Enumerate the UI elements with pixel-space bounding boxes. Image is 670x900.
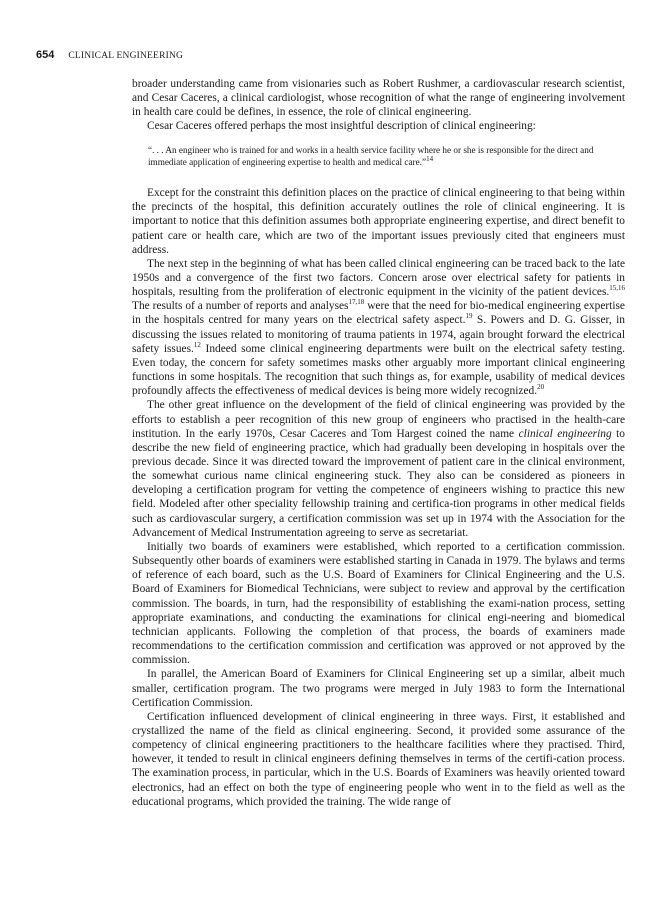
citation: 12 <box>193 340 201 349</box>
running-title: CLINICAL ENGINEERING <box>68 51 184 61</box>
paragraph-definition-constraint: Except for the constraint this definition places on the practice of clinical engineering to that being within the precincts of the hospital, this definition accurately outlines the role of clinical engineering. It is important to notice that this definition assumes both appropriate engineering expertise, and direct benefit to patient care or health care, which are two of the important issues previously cited that engineers must address. <box>132 187 625 256</box>
quote-text: “. . . An engineer who is trained for and works in a health service facility where he or she is responsible for the direct and immediate application of engineering expertise to health and medical care.” <box>148 144 594 167</box>
citation: 19 <box>465 312 473 321</box>
paragraph-peer-recognition: The other great influence on the development of the field of clinical engineering was provided by the efforts to establish a peer recognition of this new group of engineers who practised in the health-care institution. In the early 1970s, Cesar Caceres and Tom Hargest coined the name clinical engineering to describe the new field of engineering practice, which had gradually been developing in hospitals over the previous decade. Since it was directed toward the improvement of patient care in the clinical environment, the somewhat curious name clinical engineering stuck. They also can be considered as pioneers in developing a certification program for vetting the competence of engineers wishing to practice this new field. Modeled after other speciality fellowship training and certifica-tion programs in other medical fields such as cardiovascular surgery, a certification commission was set up in 1974 with the Association for the Advancement of Medical Instrumentation agreeing to serve as secretariat. <box>132 399 625 539</box>
paragraph-caceres-intro: Cesar Caceres offered perhaps the most insightful description of clinical engineering: <box>147 120 536 133</box>
paragraph-continuation: broader understanding came from visionaries such as Robert Rushmer, a cardiovascular research scientist, and Cesar Caceres, a clinical cardiologist, whose recognition of what the range of engineering involvement in health care could be defines, in essence, the role of clinical engineering. <box>132 78 625 119</box>
paragraph-electrical-safety: The next step in the beginning of what has been called clinical engineering can be traced back to the late 1950s and a convergence of the first two factors. Concern arose over electrical safety for patients in hospitals, resulting from the proliferation of electronic equipment in the vicinity of the patient devices.$^{15,16}$ The results of a number of reports and analyses$^{17,18}$ were that the need for bio-medical engineering expertise in the hospitals centred for many years on the electrical safety aspect.$^{19}$ S. Powers and D. G. Gisser, in discussing the issues related to monitoring of trauma patients in 1974, again brought forward the electrical safety issues.$^{12}$ Indeed some clinical engineering departments were built on the electrical safety testing. Even today, the concern for safety sometimes masks other arguably more important clinical engineering functions in some hospitals. The recognition that such things as, for example, usability of medical devices profoundly affects the effectiveness of medical devices is being more widely recognized.$^{20}$ <box>132 257 626 398</box>
paragraph-american-board: In parallel, the American Board of Examiners for Clinical Engineering set up a similar, albeit much smaller, certification program. The two programs were merged in July 1983 to form the International Certification Commission. <box>132 668 625 709</box>
citation: 15,16 <box>609 284 625 293</box>
citation: 20 <box>537 383 545 392</box>
quote-reference: 14 <box>426 154 434 163</box>
page-number: 654 <box>36 49 55 61</box>
paragraph-boards-of-examiners: Initially two boards of examiners were established, which reported to a certification commission. Subsequently other boards of examiners were established starting in Canada in 1979. The bylaws and terms of reference of each board, such as the U.S. Board of Examiners for Clinical Engineering and the U.S. Board of Examiners for Biomedical Technicians, were subject to review and approval by the certification commission. The boards, in turn, had the responsibility of establishing the exami-nation process, setting appropriate examinations, and conducting the examinations for clinical engi-neering and biomedical technician applicants. Following the completion of that process, the boards of examiners made recommendations to the certification commission and certification was approved or not approved by the commission. <box>132 540 625 667</box>
article-body <box>132 77 625 809</box>
running-header <box>36 47 183 61</box>
block-quote <box>148 144 625 168</box>
paragraph-certification-influence: Certification influenced development of clinical engineering in three ways. First, it established and crystallized the name of the field as clinical engineering. Second, it provided some assurance of the competency of clinical engineering practitioners to the healthcare facilities where they practised. Third, however, it tended to result in clinical engineers defining themselves in terms of the certifi-cation process. The examination process, in particular, which in the U.S. Boards of Examiners was heavily oriented toward electronics, had an effect on both the type of engineering people who went in to the field as well as the educational programs, which provided the training. The wide range of <box>132 710 625 808</box>
citation: 17,18 <box>348 298 365 307</box>
emphasized-term: clinical engineering <box>518 427 612 440</box>
